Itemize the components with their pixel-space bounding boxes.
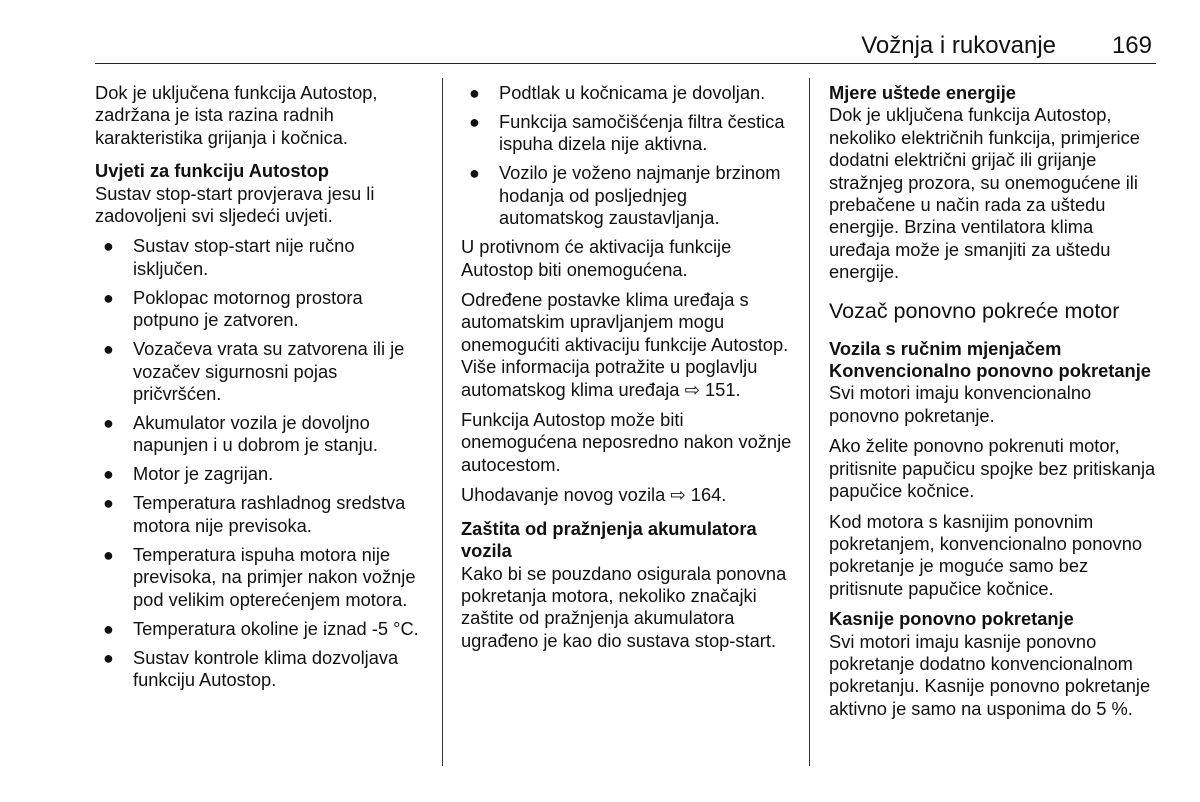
list-item: ● Motor je zagrijan. [103,463,274,485]
list-item: ● Sustav stop-start nije ručno isključen. [103,235,355,279]
intro-paragraph: Dok je uključena funkcija Autostop, zadržana je ista razina radnih karakteristika grijanja i kočnica. [95,82,378,148]
list-item: ● Funkcija samočišćenja filtra čestica ispuha dizela nije aktivna. [469,111,785,155]
subsection-title-conventional: Konvencionalno ponovno pokretanje [829,360,1151,382]
bullet-icon: ● [103,236,114,257]
section-heading: Vozač ponovno pokreće motor [829,298,1120,323]
paragraph: Svi motori imaju kasnije ponovno pokretanje dodatno konvencionalnom pokretanju. Kasnije ponovno pokretanje aktivno je samo na usponima do 5 %. [829,630,1151,719]
bullet-icon: ● [103,618,114,639]
section-title-autostop-conditions: Uvjeti za funkciju Autostop [95,160,329,182]
list-item: ● Temperatura rashladnog sredstva motora nije previsoka. [103,492,406,536]
page-title: Vožnja i rukovanje [861,32,1056,59]
column-middle [461,82,796,660]
list-item: ● Akumulator vozila je dovoljno napunjen i u dobrom je stanju. [103,412,378,456]
paragraph: Ako želite ponovno pokrenuti motor, pritisnite papučicu spojke bez pritiskanja papučice kočnice. [829,435,1156,502]
section-title-battery-protection: Zaštita od pražnjenja akumulatora vozila [461,517,757,562]
paragraph: Uhodavanje novog vozila ⇨ 164. [461,484,727,506]
list-item: ● Podtlak u kočnicama je dovoljan. [469,82,766,103]
section-title-energy: Mjere uštede energije [829,82,1016,103]
paragraph: Funkcija Autostop može biti onemogućena neposredno nakon vožnje autocestom. [461,409,792,475]
column-left [95,82,425,698]
column-divider [809,78,810,766]
bullet-icon: ● [103,339,114,360]
bullet-icon: ● [103,287,114,308]
list-item: ● Vozačeva vrata su zatvorena ili je vozačev sigurnosni pojas pričvršćen. [103,338,405,405]
bullet-icon: ● [103,464,114,485]
list-item: ● Vozilo je voženo najmanje brzinom hodanja od posljednjeg automatskog zaustavljanja. [469,162,781,229]
subsection-title-late-restart: Kasnije ponovno pokretanje [829,608,1074,630]
bullet-icon: ● [103,493,114,514]
column-right [829,82,1159,728]
subsection-title-manual: Vozila s ručnim mjenjačem [829,337,1062,359]
column-divider [442,78,443,766]
list-item: ● Poklopac motornog prostora potpuno je zatvoren. [103,286,363,331]
list-item: ● Temperatura okoline je iznad -5 °C. [103,617,419,639]
page-header [95,22,1156,64]
paragraph: Određene postavke klima uređaja s automatskim upravljanjem mogu onemogućiti aktivaciju funkcije Autostop. Više informacija potražite u poglavlju automatskog klima uređaja ⇨ 151. [461,289,789,400]
bullet-icon: ● [469,163,480,184]
paragraph: U protivnom će aktivacija funkcije Autostop biti onemogućena. [461,236,732,280]
bullet-icon: ● [469,83,480,103]
section-intro: Sustav stop-start provjerava jesu li zadovoljeni svi sljedeći uvjeti. [95,182,375,227]
bullet-icon: ● [469,112,480,132]
conditions-list [95,235,425,691]
reference-arrow-icon: ⇨ [670,484,686,506]
reference-arrow-icon: ⇨ [684,378,700,400]
paragraph: Kod motora s kasnijim ponovnim pokretanjem, konvencionalno ponovno pokretanje je moguće samo bez pritisnute papučice kočnice. [829,510,1143,599]
list-item: ● Sustav kontrole klima dozvoljava funkciju Autostop. [103,646,399,691]
page-reference-link[interactable]: 151. [705,378,741,400]
page-reference-link[interactable]: 164. [690,484,727,506]
bullet-icon: ● [103,647,114,668]
paragraph: Svi motori imaju konvencionalno ponovno pokretanje. [829,382,1092,426]
paragraph: Kako bi se pouzdano osigurala ponovna pokretanja motora, nekoliko značajki zaštite od pražnjenja akumulatora ugrađeno je kao dio sustava stop-start. [461,562,787,651]
conditions-list-continued [461,82,796,230]
paragraph: Dok je uključena funkcija Autostop, nekoliko električnih funkcija, primjerice dodatni električni grijač ili grijanje stražnjeg prozora, su onemogućene ili prebačene u način rada za uštedu energije. Brzina ventilatora klima uređaja može je smanjiti za uštedu energije. [829,104,1140,283]
page-number: 169 [1111,32,1152,59]
bullet-icon: ● [103,413,114,434]
bullet-icon: ● [103,544,114,565]
list-item: ● Temperatura ispuha motora nije previsoka, na primjer nakon vožnje pod velikim opterećenjem motora. [103,543,416,610]
